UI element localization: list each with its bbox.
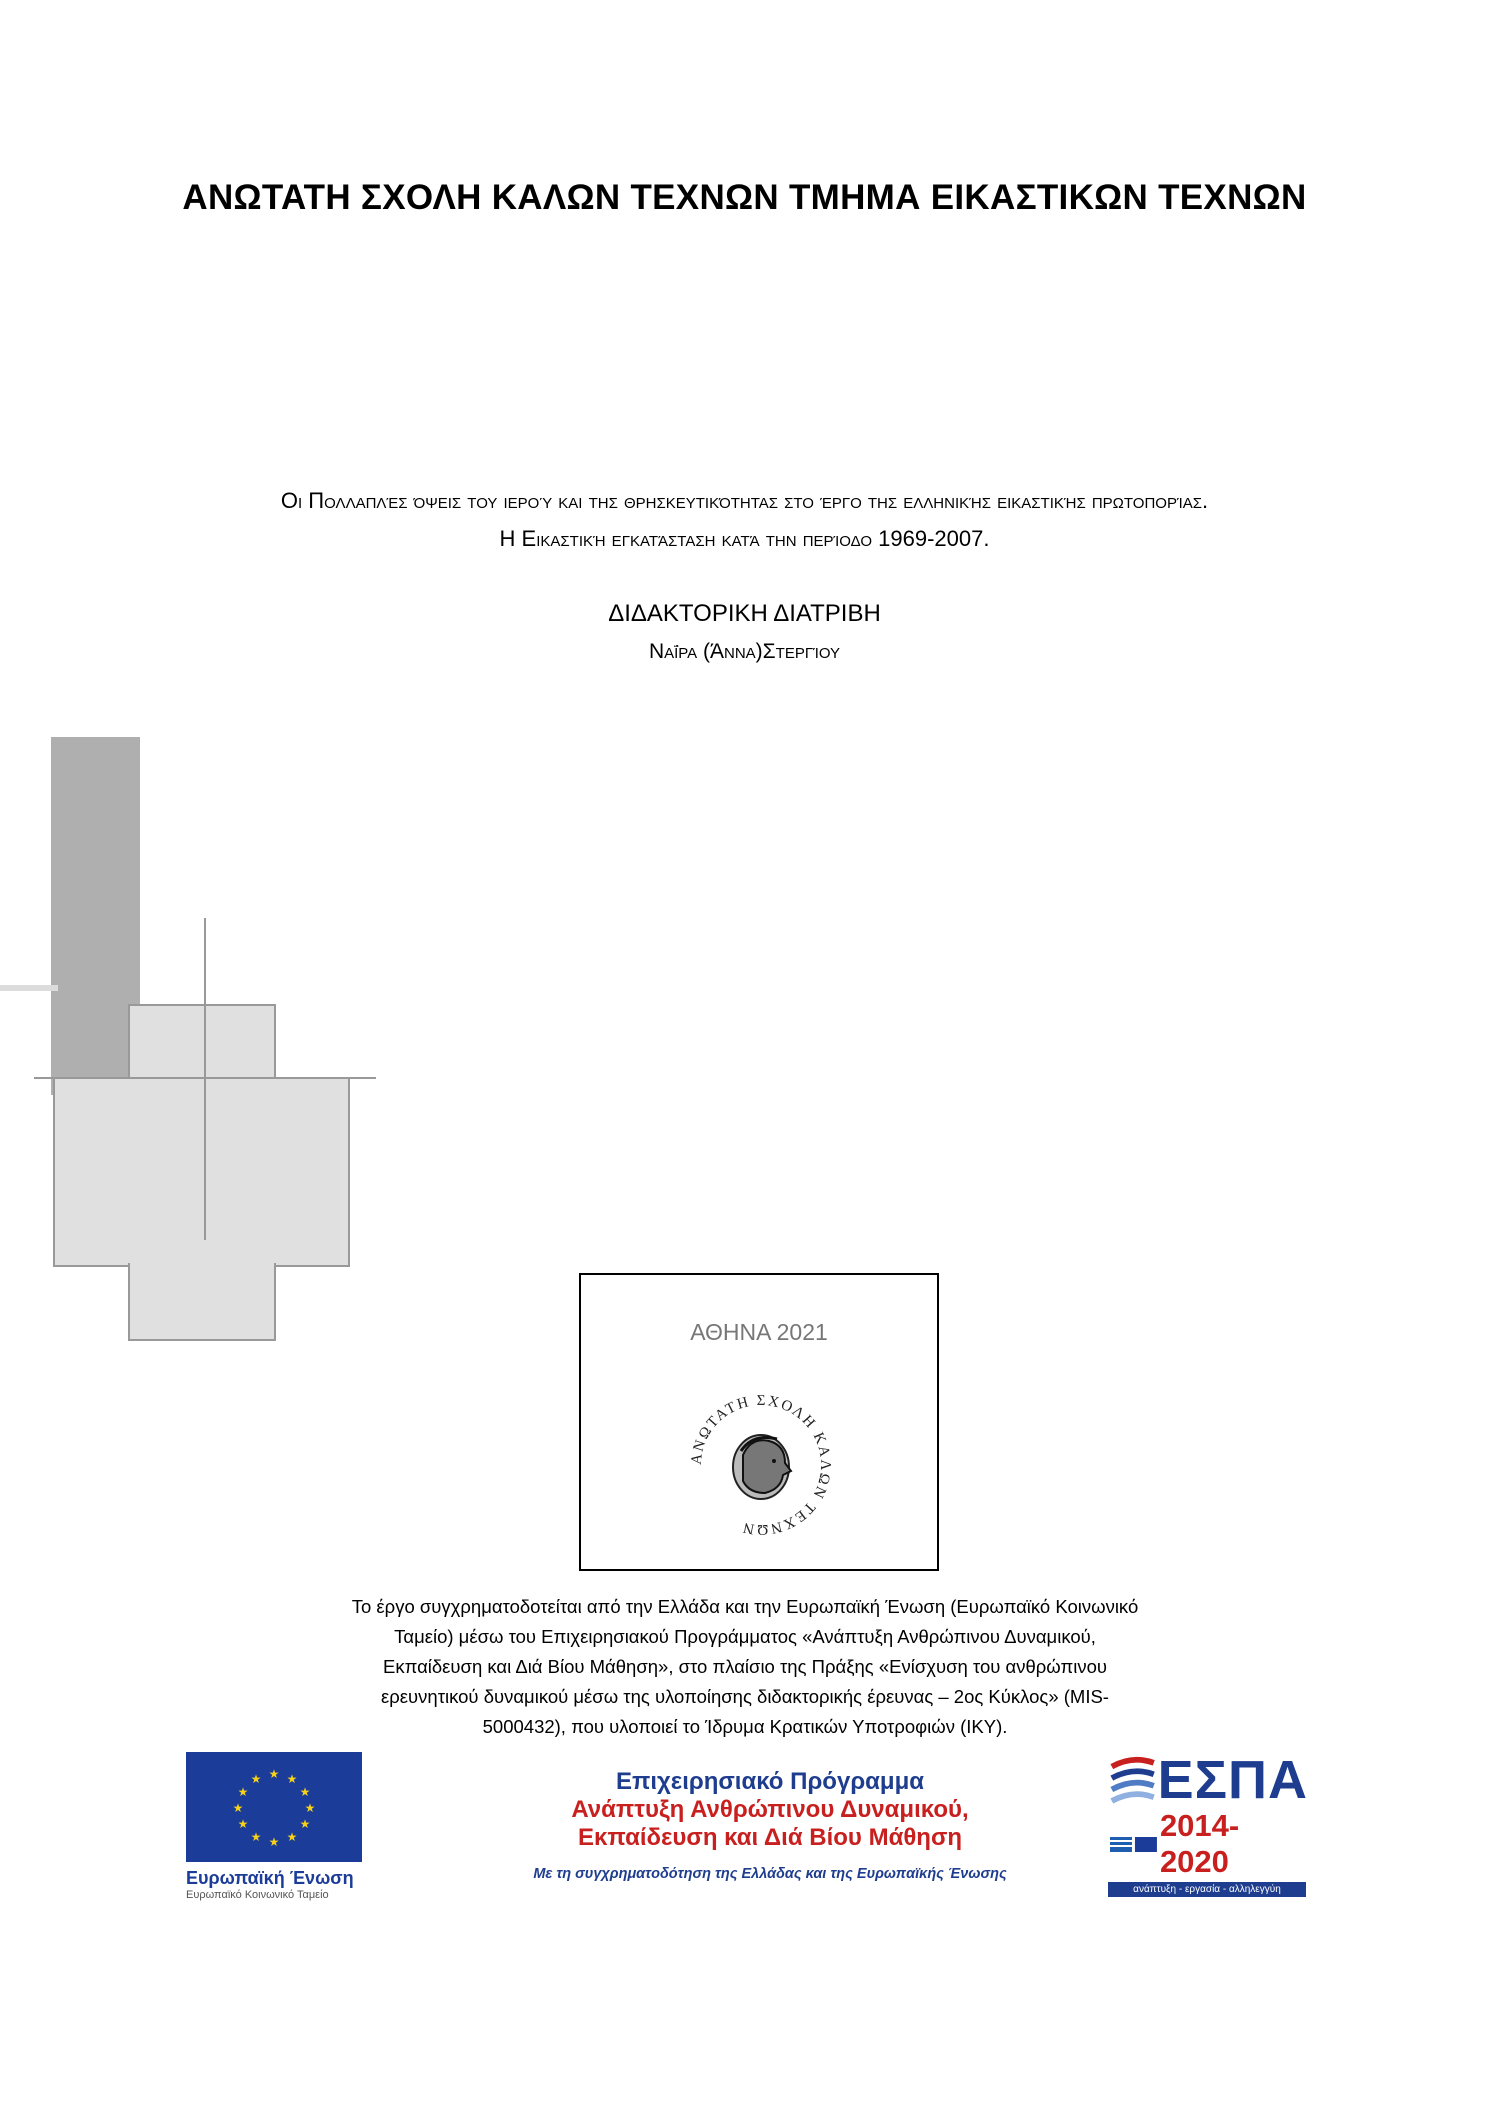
cross-center-block	[53, 1077, 350, 1267]
school-title: ΑΝΩΤΑΤΗ ΣΧΟΛΗ ΚΑΛΩΝ ΤΕΧΝΩΝ ΤΜΗΜΑ ΕΙΚΑΣΤΙΚΩΝ ΤΕΧΝΩΝ	[182, 178, 1307, 217]
svg-text:★: ★	[232, 1801, 244, 1815]
city-year: ΑΘΗΝΑ 2021	[690, 1319, 828, 1345]
svg-text:★: ★	[237, 1785, 249, 1799]
espa-title: ΕΣΠΑ	[1157, 1750, 1308, 1810]
seal-emblem-icon	[681, 1385, 841, 1545]
espa-logo	[1108, 1752, 1308, 1897]
thesis-title	[0, 482, 1489, 558]
programme-label: Επιχειρησιακό Πρόγραμμα	[615, 1768, 925, 1795]
thesis-title-line2: Η Εικαστική εγκατάσταση κατά την περίοδο 1969-2007.	[499, 526, 990, 551]
svg-text:★: ★	[250, 1772, 262, 1786]
greece-eu-flags-icon	[1108, 1829, 1160, 1859]
funding-line2: Ταμείο) μέσω του Επιχειρησιακού Προγράμματος «Ανάπτυξη Ανθρώπινου Δυναμικού,	[394, 1626, 1096, 1647]
eu-flag-icon	[186, 1752, 362, 1862]
school-seal-image	[681, 1385, 841, 1550]
eu-logo	[186, 1752, 366, 1901]
vertical-guide-line	[204, 918, 206, 1240]
eu-fund-name: Ευρωπαϊκό Κοινωνικό Ταμείο	[186, 1889, 329, 1901]
programme-name-line2: Εκπαίδευση και Διά Βίου Μάθηση	[577, 1824, 963, 1851]
document-type: ΔΙΔΑΚΤΟΡΙΚΗ ΔΙΑΤΡΙΒΗ	[608, 600, 881, 627]
cofunding-note: Με τη συγχρηματοδότηση της Ελλάδας και της Ευρωπαϊκής Ένωσης	[533, 1866, 1007, 1882]
espa-stripes-icon	[1108, 1752, 1158, 1808]
cross-top-arm	[128, 1004, 276, 1082]
svg-text:★: ★	[237, 1817, 249, 1831]
thesis-title-line1: Οι Πολλαπλές όψεις του ιερού και της θρησκευτικότητας στο έργο της ελληνικής εικαστικής πρωτοπορίας.	[280, 488, 1209, 513]
eu-name: Ευρωπαϊκή Ένωση	[186, 1868, 354, 1888]
author-name: Ναΐρα (Άννα)Στεργίου	[648, 640, 841, 663]
operational-programme-logo	[490, 1768, 1050, 1882]
svg-text:★: ★	[268, 1767, 280, 1781]
funding-statement	[290, 1592, 1200, 1742]
funding-line4: ερευνητικού δυναμικού μέσω της υλοποίησης διδακτορικής έρευνας – 2ος Κύκλος» (MIS-	[381, 1686, 1109, 1707]
programme-name-line1: Ανάπτυξη Ανθρώπινου Δυναμικού,	[571, 1796, 969, 1823]
espa-motto-band: ανάπτυξη - εργασία - αλληλεγγύη	[1108, 1882, 1306, 1897]
seal-ring-text: ΑΝΩΤΑΤΗ ΣΧΟΛΗ ΚΑΛΩΝ ΤΕΧΝΩΝ	[688, 1392, 834, 1538]
svg-text:★: ★	[250, 1830, 262, 1844]
funding-line1: Το έργο συγχρηματοδοτείται από την Ελλάδα και την Ευρωπαϊκή Ένωση (Ευρωπαϊκό Κοινωνικό	[351, 1596, 1139, 1617]
cross-bottom-arm	[128, 1263, 276, 1341]
short-horizontal-line	[0, 985, 58, 991]
city-seal-box	[579, 1273, 939, 1571]
svg-text:★: ★	[268, 1835, 280, 1849]
svg-text:★: ★	[299, 1817, 311, 1831]
dark-gray-bar	[51, 737, 140, 1095]
svg-text:★: ★	[286, 1830, 298, 1844]
funding-line3: Εκπαίδευση και Διά Βίου Μάθηση», στο πλαίσιο της Πράξης «Ενίσχυση του ανθρώπινου	[382, 1656, 1107, 1677]
funding-line5: 5000432), που υλοποιεί το Ίδρυμα Κρατικών Υποτροφιών (ΙΚΥ).	[482, 1716, 1008, 1737]
espa-years: 2014-2020	[1159, 1808, 1240, 1879]
svg-text:★: ★	[299, 1785, 311, 1799]
svg-text:★: ★	[286, 1772, 298, 1786]
svg-text:★: ★	[304, 1801, 316, 1815]
